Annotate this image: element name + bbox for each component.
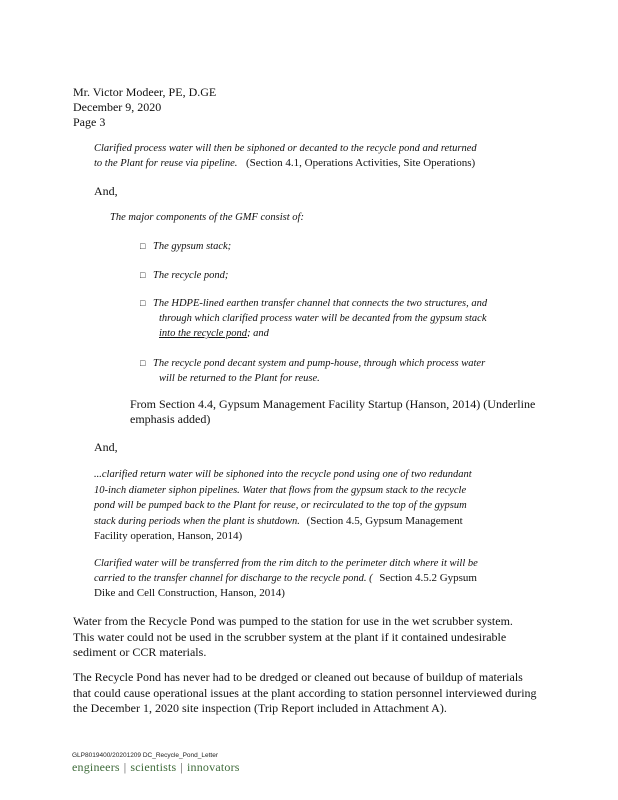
bullet-item — [140, 268, 229, 283]
quote-citation-block — [130, 397, 570, 427]
body-paragraph — [73, 614, 583, 661]
quote-text-line: pond will be pumped back to the Plant for reuse, or recirculated to the top of the gypsum — [94, 500, 467, 511]
bullet-item — [140, 239, 232, 254]
quote-citation: (Section 4.1, Operations Activities, Site Operations) — [246, 157, 476, 169]
tagline-word: engineers — [72, 760, 120, 774]
quote-citation: (Section 4.5, Gypsum Management — [306, 514, 463, 527]
connector-and: And, — [94, 184, 118, 198]
bullet-text: The gypsum stack; — [153, 241, 232, 252]
bullet-text: The recycle pond decant system and pump-house, through which process water — [153, 358, 486, 369]
quote-section-4-1 — [94, 142, 564, 171]
quote-section-4-5 — [94, 467, 564, 545]
quote-text-line: ...clarified return water will be siphoned into the recycle pond using one of two redundant — [94, 469, 472, 480]
quote-text-line: 10-inch diameter siphon pipelines. Water that flows from the gypsum stack to the recycle — [94, 484, 467, 496]
quote-italic-text: carried to the transfer channel for discharge to the recycle pond. ( — [94, 573, 373, 584]
checkbox-bullet-icon: □ — [140, 358, 146, 368]
quote-citation: Section 4.5.2 Gypsum — [379, 572, 477, 584]
quote-text-line — [94, 571, 564, 586]
quote-text-line: Clarified water will be transferred from the rim ditch to the perimeter ditch where it will be — [94, 558, 478, 569]
tagline-separator: | — [180, 760, 183, 774]
quote-citation: Dike and Cell Construction, Hanson, 2014) — [94, 587, 285, 599]
paragraph-line: This water could not be used in the scrubber system at the plant if it contained undesirable — [73, 629, 507, 644]
body-paragraph — [73, 670, 583, 717]
quote-italic-text: stack during periods when the plant is shutdown. — [94, 515, 300, 527]
bullet-text: The recycle pond; — [153, 270, 229, 281]
connector-and: And, — [94, 440, 118, 454]
date-line: December 9, 2020 — [73, 100, 162, 114]
checkbox-bullet-icon: □ — [140, 241, 146, 251]
paragraph-line: The Recycle Pond has never had to be dredged or cleaned out because of buildup of materials — [73, 670, 523, 684]
bullet-tail: ; and — [246, 328, 269, 339]
bullet-text-continued: will be returned to the Plant for reuse. — [159, 373, 320, 384]
paragraph-line: the December 1, 2020 site inspection (Trip Report included in Attachment A). — [73, 701, 447, 715]
checkbox-bullet-icon: □ — [140, 298, 146, 308]
bullet-item — [140, 296, 553, 341]
checkbox-bullet-icon: □ — [140, 270, 146, 280]
quote-section-4-5-2 — [94, 556, 564, 601]
quote-text-line: Clarified process water will then be siphoned or decanted to the recycle pond and returned — [94, 143, 477, 154]
quote-intro: The major components of the GMF consist of: — [110, 212, 304, 223]
letter-header — [73, 85, 216, 130]
tagline-word: scientists — [130, 760, 177, 774]
paragraph-line: that could cause operational issues at the plant according to station personnel interviewed during — [73, 685, 537, 700]
recipient-line: Mr. Victor Modeer, PE, D.GE — [73, 85, 217, 99]
quote-citation: Facility operation, Hanson, 2014) — [94, 530, 243, 542]
tagline-separator: | — [123, 760, 127, 774]
citation-line: From Section 4.4, Gypsum Management Facility Startup (Hanson, 2014) (Underline — [130, 397, 536, 411]
paragraph-line: Water from the Recycle Pond was pumped to the station for use in the wet scrubber system. — [73, 614, 513, 628]
quote-italic-text: to the Plant for reuse via pipeline. — [94, 158, 238, 169]
quote-text-line — [94, 514, 564, 530]
citation-line: emphasis added) — [130, 412, 211, 426]
bullet-text-continued: through which clarified process water will be decanted from the gypsum stack — [159, 313, 487, 324]
document-id: GLP8019400/20201209 DC_Recycle_Pond_Letter — [72, 752, 218, 759]
tagline-word: innovators — [187, 760, 240, 774]
page-number: Page 3 — [73, 115, 106, 129]
bullet-text: The HDPE-lined earthen transfer channel that connects the two structures, and — [153, 298, 488, 309]
bullet-item — [140, 356, 553, 386]
bullet-text-continued — [159, 326, 553, 341]
paragraph-line: sediment or CCR materials. — [73, 645, 207, 659]
company-tagline — [72, 760, 240, 775]
quote-text-line — [94, 156, 564, 171]
underlined-emphasis: into the recycle pond — [159, 328, 247, 339]
